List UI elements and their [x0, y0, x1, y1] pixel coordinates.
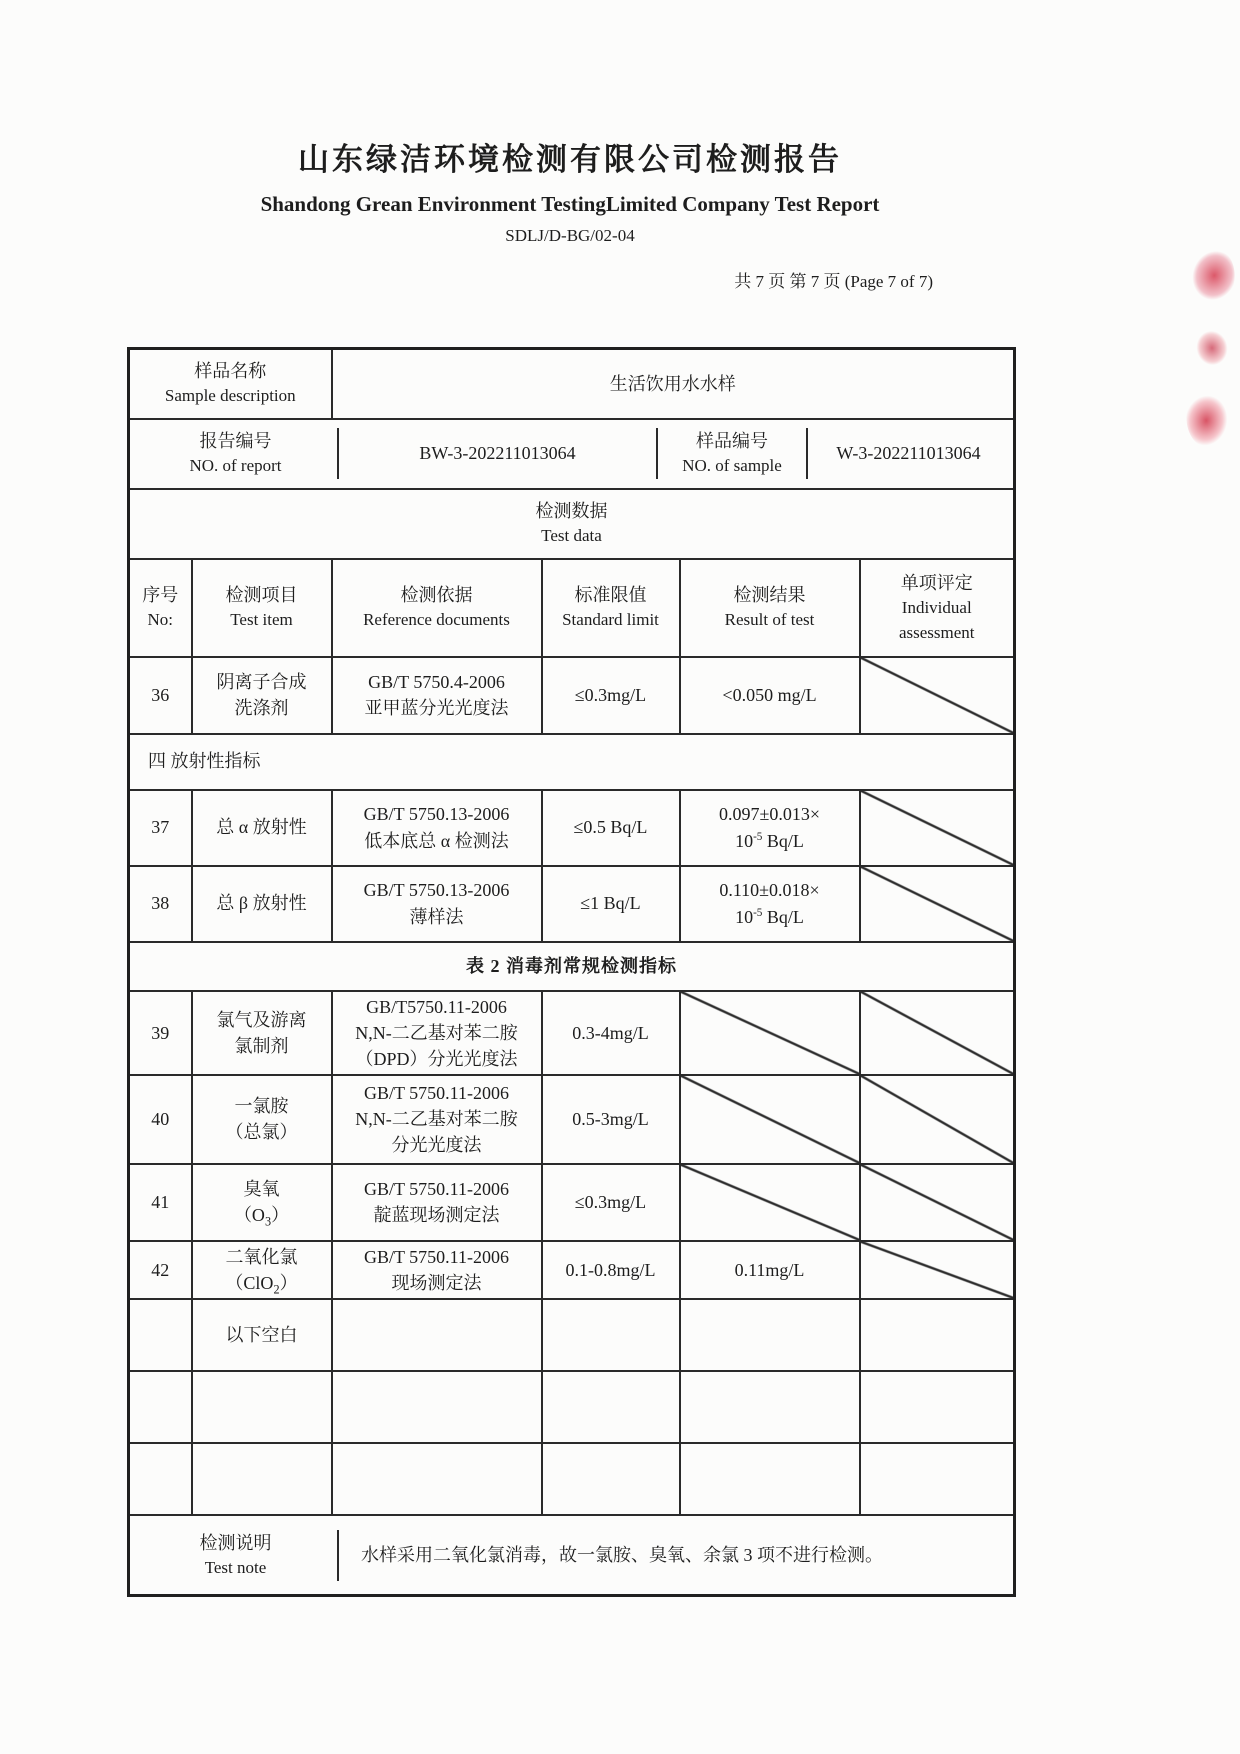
report-no-label: 报告编号 NO. of report: [134, 428, 339, 479]
report-header: [127, 140, 1013, 293]
row36-assessment-slash: [860, 657, 1015, 734]
row39-limit: 0.3-4mg/L: [542, 991, 680, 1075]
row37-item: 总 α 放射性: [192, 790, 332, 866]
document-code: SDLJ/D-BG/02-04: [505, 226, 635, 245]
page-title: 山东绿洁环境检测有限公司检测报告: [298, 142, 842, 177]
row40-assessment-slash: [860, 1075, 1015, 1164]
test-note-text: 水样采用二氧化氯消毒，故一氯胺、臭氧、余氯 3 项不进行检测。: [361, 1545, 883, 1566]
column-header-result: 检测结果 Result of test: [680, 559, 860, 657]
row39-reference: GB/T5750.11-2006 N,N-二乙基对苯二胺 （DPD）分光光度法: [332, 991, 542, 1075]
row36-no: 36: [129, 657, 192, 734]
row42-reference: GB/T 5750.11-2006 现场测定法: [332, 1241, 542, 1299]
row38-item: 总 β 放射性: [192, 866, 332, 942]
row41-item: 臭氧 $(O_3)$: [192, 1164, 332, 1241]
row37-reference: GB/T 5750.13-2006 低本底总 α 检测法: [332, 790, 542, 866]
column-header-item: 检测项目 Test item: [192, 559, 332, 657]
row38-assessment-slash: [860, 866, 1015, 942]
empty-row: [129, 1371, 1015, 1443]
section-radioactivity-row: [129, 734, 1015, 790]
report-no-value: BW-3-202211013064: [339, 428, 658, 479]
row42-no: 42: [129, 1241, 192, 1299]
row42-item: 二氧化氯 （ClO$_2$）: [192, 1241, 332, 1299]
column-header-limit: 标准限值 Standard limit: [542, 559, 680, 657]
row37-result: 0.097±0.013× $10^{-5}$ Bq/L: [680, 790, 860, 866]
row41-assessment-slash: [860, 1164, 1015, 1241]
row39-item: 氯气及游离 氯制剂: [192, 991, 332, 1075]
table-row-39: [129, 991, 1015, 1075]
page-title-english: Shandong Grean Environment TestingLimited Company Test Report: [260, 192, 880, 216]
table-row-38: [129, 866, 1015, 942]
row42-limit: 0.1-0.8mg/L: [542, 1241, 680, 1299]
column-header-reference: 检测依据 Reference documents: [332, 559, 542, 657]
report-number-row: [129, 419, 1015, 489]
row40-reference: GB/T 5750.11-2006 N,N-二乙基对苯二胺 分光光度法: [332, 1075, 542, 1164]
red-stamp-fragment: [1181, 384, 1237, 451]
red-stamp-fragment: [1177, 242, 1240, 320]
row39-result-slash: [680, 991, 860, 1075]
row38-no: 38: [129, 866, 192, 942]
test-data-banner: 检测数据 Test data: [129, 489, 1015, 559]
sample-description-value: 生活饮用水水样: [332, 349, 1015, 419]
red-stamp-fragment: [1190, 325, 1234, 372]
test-report-table: [127, 347, 1016, 1597]
row36-item: 阴离子合成 洗涤剂: [192, 657, 332, 734]
blank-below-row: [129, 1299, 1015, 1371]
test-data-banner-row: [129, 489, 1015, 559]
row37-limit: ≤0.5 Bq/L: [542, 790, 680, 866]
table-row-40: [129, 1075, 1015, 1164]
table-row-42: [129, 1241, 1015, 1299]
row41-limit: ≤0.3mg/L: [542, 1164, 680, 1241]
row41-no: 41: [129, 1164, 192, 1241]
blank-below-label: 以下空白: [192, 1299, 332, 1371]
row41-result-slash: [680, 1164, 860, 1241]
table-row-41: [129, 1164, 1015, 1241]
sample-no-value: W-3-202211013064: [836, 443, 981, 464]
row39-no: 39: [129, 991, 192, 1075]
row40-no: 40: [129, 1075, 192, 1164]
sample-no-label: 样品编号 NO. of sample: [658, 428, 808, 479]
test-note-row: [129, 1515, 1015, 1596]
row36-result: <0.050 mg/L: [680, 657, 860, 734]
column-header-assessment: 单项评定 Individual assessment: [860, 559, 1015, 657]
test-note-label: 检测说明 Test note: [134, 1530, 339, 1581]
row38-result: 0.110±0.018× $10^{-5}$ Bq/L: [680, 866, 860, 942]
row37-assessment-slash: [860, 790, 1015, 866]
empty-row: [129, 1443, 1015, 1515]
sample-description-row: [129, 349, 1015, 419]
row39-assessment-slash: [860, 991, 1015, 1075]
row40-result-slash: [680, 1075, 860, 1164]
row42-assessment-slash: [860, 1241, 1015, 1299]
row36-limit: ≤0.3mg/L: [542, 657, 680, 734]
row41-reference: GB/T 5750.11-2006 靛蓝现场测定法: [332, 1164, 542, 1241]
row40-item: 一氯胺 （总氯）: [192, 1075, 332, 1164]
column-header-no: 序号 No:: [129, 559, 192, 657]
section-table2-title: 表 2 消毒剂常规检测指标: [129, 942, 1015, 991]
table-row-36: [129, 657, 1015, 734]
section-radioactivity-title: 四 放射性指标: [129, 734, 1015, 790]
row38-limit: ≤1 Bq/L: [542, 866, 680, 942]
row38-reference: GB/T 5750.13-2006 薄样法: [332, 866, 542, 942]
row36-reference: GB/T 5750.4-2006 亚甲蓝分光光度法: [332, 657, 542, 734]
column-header-row: [129, 559, 1015, 657]
section-table2-row: [129, 942, 1015, 991]
table-row-37: [129, 790, 1015, 866]
sample-description-label: 样品名称 Sample description: [129, 349, 332, 419]
page-number-info: 共 7 页 第 7 页 (Page 7 of 7): [734, 272, 933, 291]
row40-limit: 0.5-3mg/L: [542, 1075, 680, 1164]
row42-result: 0.11mg/L: [680, 1241, 860, 1299]
row37-no: 37: [129, 790, 192, 866]
